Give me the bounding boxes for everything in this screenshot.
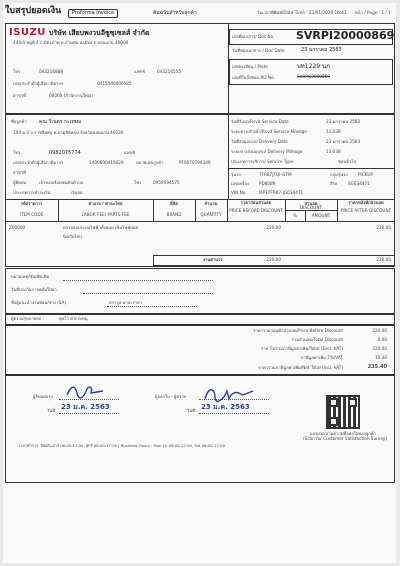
delivery-date: 23 มกราคม 2563 [326,139,361,144]
delivery-date-label: วันที่ส่งมอบรถ/ Delivery Date [231,139,288,144]
company-tax-id: 0415546000585 [97,81,132,86]
remark-label: หมายเหตุ/ซุ่นเพิ่มเติม [11,274,50,279]
net-total-label: ราคารวมภาษีมูลค่าเพิ่ม/Net Total (Incl. VAT) [258,365,343,370]
receiver-date: 23 ม.ค. 2563 [61,403,110,411]
survey-label-th: แบบสอบถามความพึงพอใจของลูกค้า [310,431,376,436]
col-header-qty-en: QUANTITY [200,212,222,217]
row-price-after: 220.00 [376,225,391,230]
plate-number: บท1229 นภ [297,63,330,70]
model-label: รุ่นรถ [231,172,241,177]
labor-total-after: 220.00 [376,257,391,262]
notes-box [5,268,395,314]
appt-label: วันที่ประกันการหมั่นใฝ่หา [11,287,57,292]
copy-label: ต้นฉบับสำหรับลูกค้า [153,10,197,16]
paytype-label: ประเภทการชำระเงิน [13,190,51,195]
vat-label: ภาษีมูลค่าเพิ่ม 7%/VAT [300,355,343,360]
service-type-label: ประเภทการบริการ/ Service Type [231,159,294,164]
engine-label: เลขเครื่อง [231,181,249,186]
row-desc-line1: ตรวจสอบระบบไฟฟ้าทั้งหมด เช็คไฟฟุ่ยมค [63,225,139,230]
net-total-value: 235.40 [367,364,387,370]
ro-number: SVRPO2000859 [297,74,330,79]
body-label: กลุ่มรุ่นรถ [330,172,348,177]
customer-box [5,114,395,200]
customer-name-label: ชื่อลูกค้า [11,119,27,124]
labor-total-label: งานค่าแรง [203,257,223,262]
company-address: 444/4 หมู่ที่ 4 ถ.มิตรภาพ ต.บ้านทุ่ม อ.เมือง จ.ขอนแก่น 40000 [13,40,129,45]
col-header-code-en: ITEM CODE [19,212,44,217]
customer-branch-label: สาขาที่ [13,170,26,175]
rcv-date: 23 มกราคม 2563 [326,119,361,124]
footer-hours: เวลาทำการ: จันทร์-เสาร์ 08:00-17:00, ศุกร์ 08:00-17:00 | Business Hours : Mon-Fri 08:00-17:00, Sat 08:00-17:00 [19,443,226,448]
tech-name: พุลไว้ ฝ่ากระทนุ [59,316,88,321]
invoice-page [3,3,396,563]
col-header-qty-th: จำนวน [204,201,218,206]
document-number: SVRPI20000869 [296,29,395,42]
delivery-mileage: 13,038 [326,149,341,154]
total-discount-value: 0.00 [377,337,387,342]
sa-name: สการูล มาละรายา [109,300,142,305]
col-header-discount-en: DISCOUNT [299,205,323,210]
total-before-value: 220.00 [372,328,387,333]
customer-number-label: หมายเลขลูกค้า [136,160,164,165]
customer-tel: 0982075774 [49,150,81,156]
col-header-after-th: ราคาหลังหักส่วนลด [348,200,384,205]
survey-qr-code[interactable] [326,395,360,429]
company-fax: 043216555 [157,69,181,74]
customer-number: PF0070794349 [179,160,211,165]
sa-label: ชื่อผู้แนะนำงานซ่อม/ช่าง (SA) : [11,300,69,305]
service-type: ซ่อมทั่วไป [338,159,356,164]
rcv-mileage-label: ระยะทางเข้าเข้า/Rcvd Service Mileage [231,129,307,134]
customer-address: 104 ม.3 ถ.ราชสีหพฤ ต.ลาดุสิห์หฤน จังหวัดขอนแก่น 40220 [13,130,124,135]
model: TFR87JFQI-G7M [259,172,292,177]
print-datetime: วันเวลาที่พิมพ์/Date Time : 23/01/2020 16:43 [257,10,347,15]
row-item-code: Z00000 [9,225,26,230]
customer-tel-label: โทร [13,150,21,155]
labor-total-before: 220.00 [266,257,281,262]
col-header-brand-en: BRAND [166,212,182,217]
customer-fax-label: แฟกซ์ [124,150,136,155]
company-tel: 043216888 [39,69,63,74]
row-price-before: 220.00 [266,225,281,230]
vin: MP1TFR87-JG034471 [259,190,304,195]
contact-name: เจ้าของเรือนชนต้นตำบล [39,180,84,185]
staff-signature [199,383,259,405]
company-tel-label: โทร [13,69,21,74]
col-header-brand-th: ยี่ห้อ [170,201,178,206]
customer-tax-id: 1400600415629 [89,160,124,165]
contact-tel-label: โทร [134,180,142,185]
color-label: สีรถ [330,181,338,186]
rcv-date-label: วันที่รับรถ/Rcvd Service Date [231,119,289,124]
total-before-label: ราคารวมก่อนหักส่วนลด/Price Before Discount [253,328,343,333]
survey-label-en: (Scan for Customer Satisfaction Survey) [303,436,388,441]
company-branch-label: สาขาที่ [13,93,26,98]
body-type: PICKUP [358,172,373,177]
customer-tax-label: เลขประจำตัวผู้เสียภาษีอากร [13,160,64,165]
total-discount-label: รวมส่วนลด/Total Discount [291,337,343,342]
tech-label: ผู้ตรวจสุขภาพรถ : [11,316,45,321]
doc-date: 23 มกราคม 2563 [301,47,342,53]
title-thai: ใบสรุปยอดเงิน [5,6,62,16]
receiver-label: ผู้รับมอบรถ [33,394,54,399]
staff-date: 23 ม.ค. 2563 [201,403,250,411]
row-desc-line2: นิ่งเกิดไฟว [63,234,83,239]
color-code: SG034471 [348,181,370,186]
receiver-signature [63,381,113,401]
col-header-fee-th: ค่าแรง / ค่าอะไหล่ [88,201,123,206]
customer-divider [228,114,229,200]
receiver-date-label: วันที่ [47,408,55,413]
company-branch: 00000 (สำนักงานใหญ่) [49,93,93,98]
page-info: หน้า / Page : 1 / 1 [355,10,391,15]
col-header-discount-pct: % [293,213,297,218]
customer-name: คุณ วิเนตร กะเทษม [39,119,82,125]
total-excl-vat-value: 220.00 [372,346,387,351]
total-excl-vat-label: ราคาไม่รวมภาษีมูลค่าเพิ่ม/Total (Excl. VAT) [261,346,343,351]
docno-label: เลขที่เอกสาร/ Doc No. [232,34,275,39]
company-name: บริษัท เสียบพงวนอีซูซุเซลส์ จำกัด [49,29,150,37]
staff-label: ผู้ออกใบ - ผู้ตรวจ [155,394,187,399]
company-tax-label: เลขประจำตัวผู้เสียภาษีอากร [13,81,64,86]
contact-label: ผู้ติดต่อ [13,180,27,185]
items-header-line [5,221,395,222]
plate-label: เลขทะเบียน / Plate [232,64,268,69]
vat-value: 15.40 [375,355,387,360]
delivery-mileage-label: ระยะทางส่งมอบรถ/ Delivery Mileage [231,149,303,154]
col-header-discount-amt: AMOUNT [311,213,331,218]
engine-no: PD8089 [259,181,276,186]
col-header-discount-th: ส่วนลด [304,201,318,206]
isuzu-logo: ISUZU [9,27,46,38]
contact-tel: 0959594575 [153,180,180,185]
col-header-before-th: ราคาก่อนส่วนลด [240,200,272,205]
col-header-after-en: PRICE AFTER DISCOUNT [340,208,392,213]
col-header-code-th: รหัสรายการ [20,201,43,206]
ro-label: เลขที่ใบสั่งซ่อม RO No. [232,75,275,80]
title-english: Proforma Invoice [68,9,118,18]
staff-date-label: วันที่ [187,408,195,413]
col-header-before-en: PRICE BEFORE DISCOUNT [229,208,283,213]
col-header-fee-en: LABOR FEE/ PARTS FEE [81,212,130,217]
company-fax-label: แฟกซ์ [134,69,146,74]
vin-label: VIN No. [231,190,247,195]
paytype: เงินสด [71,190,83,195]
rcv-mileage: 13,038 [326,129,341,134]
service-divider [229,168,395,169]
doc-date-label: วันที่ของเอกสาร / Doc Date [232,48,285,53]
